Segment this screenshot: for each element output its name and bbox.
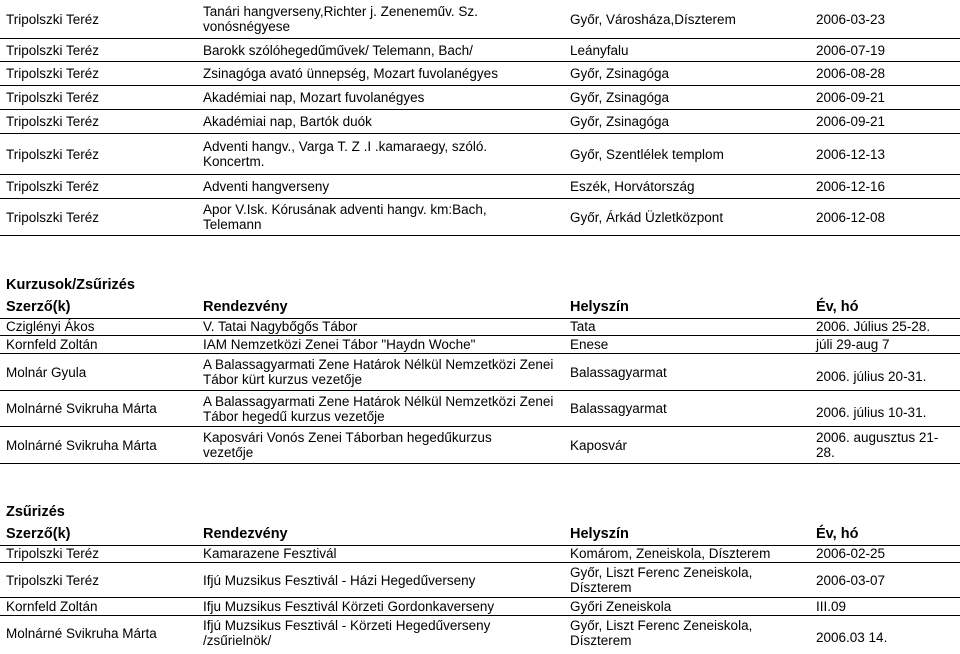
author-cell: Cziglényi Ákos <box>6 319 95 334</box>
header-author: Szerző(k) <box>6 298 71 315</box>
header-row <box>0 523 960 545</box>
table-row <box>0 110 960 133</box>
place-cell: Győr, Liszt Ferenc Zeneiskola, Díszterem <box>570 618 753 648</box>
date-cell: 2006-09-21 <box>816 114 886 129</box>
section-title: Kurzusok/Zsűrizés <box>6 277 135 293</box>
date-cell: 2006. Július 25-28. <box>816 319 931 334</box>
author-cell: Molnárné Svikruha Márta <box>6 625 157 641</box>
header-date: Év, hó <box>816 298 859 315</box>
table-row <box>0 563 960 597</box>
event-cell: Adventi hangv., Varga T. Z .I .kamaraegy, szóló. Koncertm. <box>203 139 488 169</box>
table-row <box>0 199 960 235</box>
event-cell: Ifjú Muzsikus Fesztivál - Körzeti Hegedűverseny /zsűrielnök/ <box>203 618 491 648</box>
author-cell: Tripolszki Teréz <box>6 114 100 129</box>
author-cell: Molnárné Svikruha Márta <box>6 401 157 416</box>
date-cell: 2006-07-19 <box>816 42 886 58</box>
header-place: Helyszín <box>570 525 629 542</box>
event-cell: Kaposvári Vonós Zenei Táborban hegedűkurzus vezetője <box>203 430 492 460</box>
header-event: Rendezvény <box>203 525 288 542</box>
event-cell: IAM Nemzetközi Zenei Tábor "Haydn Woche" <box>203 337 476 352</box>
place-cell: Enese <box>570 337 609 352</box>
place-cell: Komárom, Zeneiskola, Díszterem <box>570 546 771 561</box>
place-cell: Balassagyarmat <box>570 401 667 416</box>
place-cell: Leányfalu <box>570 42 629 58</box>
table-row <box>0 39 960 61</box>
date-cell: 2006-12-13 <box>816 146 886 162</box>
event-cell: A Balassagyarmati Zene Határok Nélkül Nemzetközi Zenei Tábor hegedű kurzus vezetője <box>203 393 554 424</box>
date-cell: 2006-12-08 <box>816 209 886 225</box>
place-cell: Kaposvár <box>570 437 628 453</box>
event-cell: Kamarazene Fesztivál <box>203 546 337 561</box>
place-cell: Győr, Zsinagóga <box>570 66 670 81</box>
place-cell: Győr, Zsinagóga <box>570 90 670 105</box>
event-cell: Tanári hangverseny,Richter j. Zeneneműv. Sz. vonósnégyese <box>203 4 478 34</box>
date-cell: 2006-08-28 <box>816 66 886 81</box>
place-cell: Győr, Árkád Üzletközpont <box>570 209 724 225</box>
date-cell: 2006.03 14. <box>816 629 888 645</box>
event-cell: Akadémiai nap, Bartók duók <box>203 114 372 129</box>
table-row <box>0 318 960 335</box>
table-row <box>0 0 960 38</box>
place-cell: Győr, Zsinagóga <box>570 114 670 129</box>
place-cell: Győri Zeneiskola <box>570 599 672 614</box>
event-cell: Ifju Muzsikus Fesztivál Körzeti Gordonkaverseny <box>203 599 495 614</box>
date-cell: 2006. július 10-31. <box>816 405 927 420</box>
event-cell: Adventi hangverseny <box>203 179 330 194</box>
author-cell: Tripolszki Teréz <box>6 146 100 162</box>
author-cell: Tripolszki Teréz <box>6 90 100 105</box>
table-row <box>0 86 960 109</box>
date-cell: 2006. augusztus 21-28. <box>816 430 939 460</box>
date-cell: 2006-03-07 <box>816 572 886 588</box>
table-row <box>0 134 960 174</box>
event-cell: Akadémiai nap, Mozart fuvolanégyes <box>203 90 425 105</box>
place-cell: Győr, Szentlélek templom <box>570 146 724 162</box>
event-cell: A Balassagyarmati Zene Határok Nélkül Nemzetközi Zenei Tábor kürt kurzus vezetője <box>203 357 554 387</box>
table-row <box>0 62 960 85</box>
author-cell: Tripolszki Teréz <box>6 179 100 194</box>
date-cell: 2006-09-21 <box>816 90 886 105</box>
author-cell: Tripolszki Teréz <box>6 572 100 588</box>
author-cell: Tripolszki Teréz <box>6 209 100 225</box>
header-author: Szerző(k) <box>6 525 71 542</box>
header-place: Helyszín <box>570 298 629 315</box>
date-cell: 2006. július 20-31. <box>816 368 927 384</box>
place-cell: Győr, Városháza,Díszterem <box>570 11 736 27</box>
event-cell: V. Tatai Nagybőgős Tábor <box>203 319 358 334</box>
author-cell: Tripolszki Teréz <box>6 42 100 58</box>
event-cell: Ifjú Muzsikus Fesztivál - Házi Hegedűverseny <box>203 572 476 588</box>
date-cell: III.09 <box>816 599 847 614</box>
date-cell: júli 29-aug 7 <box>816 337 890 352</box>
event-cell: Apor V.Isk. Kórusának adventi hangv. km:Bach, Telemann <box>203 202 487 232</box>
place-cell: Eszék, Horvátország <box>570 179 695 194</box>
table-row <box>0 598 960 615</box>
author-cell: Tripolszki Teréz <box>6 66 100 81</box>
table-row <box>0 354 960 390</box>
place-cell: Tata <box>570 319 596 334</box>
row-divider <box>0 463 960 464</box>
author-cell: Tripolszki Teréz <box>6 546 100 561</box>
author-cell: Molnár Gyula <box>6 364 87 380</box>
row-divider <box>0 235 960 236</box>
header-date: Év, hó <box>816 525 859 542</box>
table-row <box>0 391 960 426</box>
table-row <box>0 427 960 463</box>
header-row <box>0 296 960 318</box>
table-row <box>0 616 960 650</box>
author-cell: Molnárné Svikruha Márta <box>6 437 157 453</box>
place-cell: Balassagyarmat <box>570 364 667 380</box>
table-row <box>0 336 960 353</box>
author-cell: Kornfeld Zoltán <box>6 599 98 614</box>
table-row <box>0 175 960 198</box>
table-row <box>0 545 960 562</box>
section-title: Zsűrizés <box>6 504 65 520</box>
author-cell: Kornfeld Zoltán <box>6 337 98 352</box>
header-event: Rendezvény <box>203 298 288 315</box>
event-cell: Zsinagóga avató ünnepség, Mozart fuvolanégyes <box>203 66 498 81</box>
event-cell: Barokk szólóhegedűművek/ Telemann, Bach/ <box>203 42 473 58</box>
date-cell: 2006-02-25 <box>816 546 886 561</box>
place-cell: Győr, Liszt Ferenc Zeneiskola, Díszterem <box>570 565 753 595</box>
date-cell: 2006-12-16 <box>816 179 886 194</box>
date-cell: 2006-03-23 <box>816 11 886 27</box>
author-cell: Tripolszki Teréz <box>6 11 100 27</box>
